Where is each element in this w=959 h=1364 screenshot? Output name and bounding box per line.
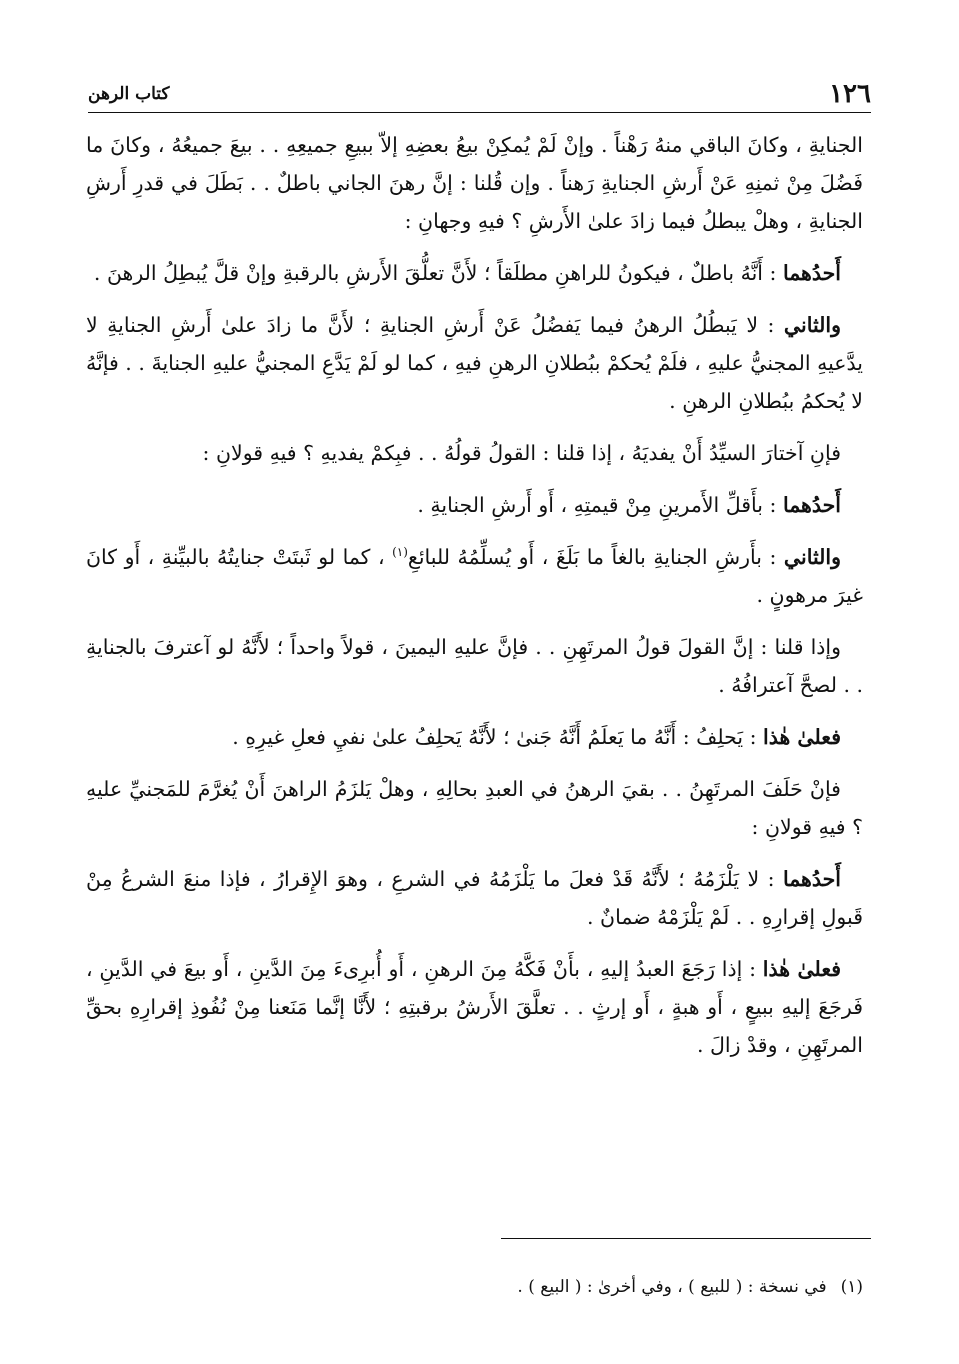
header-rule (88, 112, 871, 113)
lead-word: والثاني (783, 545, 841, 569)
paragraph-text: : لا يَلْزَمُهُ ؛ لأَنَّهُ قَدْ فعلَ ما يَلْزَمُهُ في الشرعِ ، وهوَ الإِقرارُ ، فإذا منعَ الشرعُ مِنْ قَبولِ إقرارِهِ . . لَمْ يَلْزَمْهُ ضمانٌ . (86, 867, 863, 929)
paragraph-11 (86, 950, 863, 1064)
paragraph-8 (86, 718, 863, 756)
page-header (88, 78, 871, 110)
lead-word: أَحدُهما (782, 493, 841, 517)
paragraph-4 (86, 434, 863, 472)
paragraph-2 (86, 254, 863, 292)
footnote-rule (501, 1238, 871, 1239)
main-text (86, 126, 863, 1078)
paragraph-text: : بأَرشِ الجنايةِ بالغاً ما بَلَغَ ، أَو يُسلِّمُهُ للبائعِ (407, 545, 784, 569)
footnote-marker: (١) (392, 545, 408, 560)
paragraph-6 (86, 538, 863, 614)
paragraph-text: ، كما لو ثَبتَتْ جنايتُهُ بالبيِّنةِ ، أَو كانَ غيرَ مرهونٍ . (86, 545, 863, 607)
paragraph-9 (86, 770, 863, 846)
paragraph-text: وإذا قلنا : إنَّ القولَ قولُ المرتَهِنِ . . فإنَّ عليهِ اليمينَ ، قولاً واحداً ؛ لأَنَّهُ لو آعترفَ بالجنايةِ . . لصحَّ آعترافُهُ . (86, 635, 863, 697)
footnote-text: في نسخة : ( للبيع ) ، وفي أخرىٰ : ( البيع ) . (517, 1277, 827, 1297)
paragraph-text: : إذا رَجَعَ العبدُ إليهِ ، بأَنْ فَكَّهُ مِنَ الرهنِ ، أَو أُبرِىءَ مِنَ الدَّينِ ، أَو بيعَ في الدَّينِ ، فَرجَعَ إليهِ ببيعٍ ، أَو هبةٍ ، أَو إرثٍ . . تعلَّقَ الأَرشُ برقبتِهِ ؛ لأَنَّا إنَّما مَنَعنا مِنْ نُفُوذِ إقرارِهِ بحقِّ المرتَهِنِ ، وقدْ زالَ . (86, 957, 863, 1057)
paragraph-text: : أَنَّهُ باطلٌ ، فيكونُ للراهنِ مطلَقاً ؛ لأَنَّ تعلُّقَ الأَرشِ بالرقبةِ وإنْ قلَّ يُبطِلُ الرهنَ . (93, 261, 783, 285)
running-title: كتاب الرهن (88, 84, 170, 104)
footnote (88, 1274, 863, 1300)
footnote-number: (١) (840, 1277, 863, 1297)
paragraph-text: : لا يَبطُلُ الرهنُ فيما يَفضُلُ عَنْ أَرشِ الجنايةِ ؛ لأَنَّ ما زادَ علىٰ أَرشِ الجنايةِ لا يدَّعيهِ المجنيُّ عليهِ ، فلَمْ يُحكمْ ببُطلانِ الرهنِ فيهِ ، كما لو لَمْ يَدَّعِ المجنيُّ عليهِ الجنايةَ . . فإنَّهُ لا يُحكمُ ببُطلانِ الرهنِ . (86, 313, 863, 413)
paragraph-text: : بأَقلِّ الأَمرينِ مِنْ قيمتِهِ ، أَو أَرشِ الجنايةِ . (417, 493, 783, 517)
lead-word: أَحدُهما (782, 867, 841, 891)
paragraph-text: فإنِ آختارَ السيِّدُ أَنْ يفديَهُ ، إذا قلنا : القولُ قولُهُ . . فبِكمْ يفديهِ ؟ فيهِ قولانِ : (202, 441, 841, 465)
paragraph-1 (86, 126, 863, 240)
paragraph-text: : يَحلِفُ : أَنَّهُ ما يَعلَمُ أَنَّهُ جَنىٰ ؛ لأَنَّهُ يَحلِفُ علىٰ نفيِ فعلِ غيرِهِ . (232, 725, 764, 749)
lead-word: فعلىٰ هٰذا (763, 725, 841, 749)
paragraph-text: فإنْ حَلَفَ المرتَهِنُ . . بقيَ الرهنُ في العبدِ بحالِهِ ، وهلْ يَلزَمُ الراهنَ أَنْ يُغرَّمَ للمَجنيِّ عليهِ ؟ فيهِ قولانِ : (86, 777, 863, 839)
lead-word: فعلىٰ هٰذا (762, 957, 842, 981)
paragraph-5 (86, 486, 863, 524)
paragraph-text: الجنايةِ ، وكانَ الباقي منهُ رَهْناً . وإنْ لَمْ يُمكِنْ بيعُ بعضِهِ إلاّ ببيعِ جميعِهِ . . بيعَ جميعُهُ ، وكانَ ما فَضُلَ مِنْ ثمنِهِ عَنْ أَرشِ الجنايةِ رَهناً . وإن قُلنا : إنَّ رهنَ الجاني باطلٌ . . بَطَلَ في قدرِ أَرشِ الجنايةِ ، وهلْ يبطلُ فيما زادَ علىٰ الأَرشِ ؟ فيهِ وجهانِ : (86, 133, 863, 233)
lead-word: أَحدُهما (782, 261, 841, 285)
paragraph-7 (86, 628, 863, 704)
paragraph-10 (86, 860, 863, 936)
page-number: ١٢٦ (829, 79, 871, 109)
paragraph-3 (86, 306, 863, 420)
lead-word: والثاني (783, 313, 841, 337)
